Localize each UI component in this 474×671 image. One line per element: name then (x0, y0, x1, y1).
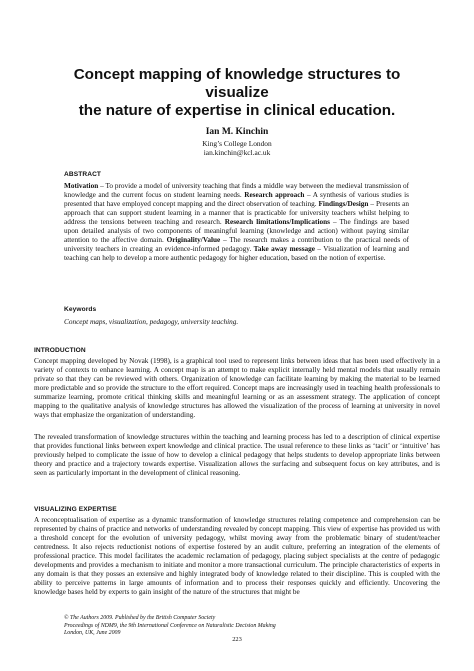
approach-label: Research approach (244, 191, 305, 199)
affiliation-line: King’s College London (202, 139, 272, 148)
motivation-text: – To provide a model of university teaching that finds a middle way between the medieval transmission of knowledge and the current focus on student learning needs. (64, 182, 409, 199)
title-line-1: Concept mapping of knowledge structures to visualize (73, 66, 401, 101)
introduction-paragraph-1: Concept mapping developed by Novak (1998), is a graphical tool used to represent links between ideas that has been used effectively in a variety of contexts to enhance learning. A concept map is an attempt to make explicit internally held mental models that usually remain private so that they can be reviewed with others. Organization of knowledge can facilitate learning by making the material to be learned more predictable and so provide the structure to the effort required. Concept maps are increasingly used in teaching health professionals to summarize learning, promote critical thinking skills and meaningful learning or as an assessment strategy. The application of concept mapping to the qualitative analysis of knowledge structures has allowed the visualization of the process of learning at university in novel ways that emphasize the organization of understanding. (34, 357, 440, 419)
abstract-heading: ABSTRACT (64, 171, 102, 178)
title-line-2: the nature of expertise in clinical education. (78, 102, 396, 119)
visualizing-heading: VISUALIZING EXPERTISE (34, 506, 117, 513)
findings-label: Findings/Design (318, 200, 369, 208)
approach-text: – A synthesis of various studies is presented that have employed concept mapping and the direct observation of teaching. (64, 191, 410, 208)
takeaway-label: Take away message (253, 245, 315, 253)
limitations-text: – The findings are based upon detailed analysis of two components of meaningful learning (knowledge and action) without paying similar attention to the affective domain. (64, 218, 409, 244)
limitations-label: Research limitations/Implications (224, 218, 330, 226)
footer-proceedings: Proceedings of NDM9, the 9th International Conference on Naturalistic Decision Making (64, 622, 276, 629)
paper-title (40, 66, 434, 120)
takeaway-text: – Visualization of learning and teaching can help to develop a more authentic pedagogy for higher education, based on the notion of expertise. (64, 245, 409, 262)
page-number: 223 (232, 636, 242, 643)
findings-text: – Presents an approach that can support student learning in a manner that is practicable for university teachers whilst helping to address the tensions between teaching and research. (64, 200, 409, 226)
introduction-heading: INTRODUCTION (34, 347, 86, 354)
originality-text: – The research makes a contribution to the practical needs of university teachers in creating an evidence-informed pedagogy. (64, 236, 409, 253)
keywords-text: Concept maps, visualization, pedagogy, university teaching. (64, 318, 239, 326)
footer-location: London, UK, June 2009 (64, 630, 121, 637)
introduction-paragraph-2: The revealed transformation of knowledge structures within the teaching and learning process has led to a description of clinical expertise that provides functional links between expert knowledge and clinical practice. The usual reference to these links as ‘tacit’ or ‘intuitive’ has previously helped to complicate the issue of how to develop a clinical pedagogy that helps students to develop appropriate links between theory and practice and a trajectory towards expertise. Visualization allows the surfacing and subsequent focus on key attributes, and is seen as particularly important in the development of clinical reasoning. (34, 433, 440, 477)
keywords-heading: Keywords (64, 306, 97, 313)
author-name: Ian M. Kinchin (205, 127, 269, 137)
author-affiliation (40, 139, 434, 157)
footer-copyright: © The Authors 2009. Published by the British Computer Society (64, 615, 216, 621)
visualizing-paragraph-1: A reconceptualisation of expertise as a dynamic transformation of knowledge structures relating competence and comprehension can be represented by chains of practice and networks of understanding revealed by concept mapping. This view of expertise has provided us with a threshold concept for the evolution of university pedagogy, whilst moving away from the problematic binary of student/teacher centredness. It also rejects reductionist notions of expertise fostered by an audit culture, preferring an integration of the elements of professional practice. This model facilitates the academic reclamation of pedagogy, placing subject specialists at the centre of pedagogic developments and provides a mechanism to initiate and monitor a more transactional curriculum. The principle characteristics of experts in any domain is that they posses an extensive and highly integrated body of knowledge related to their discipline. This is coupled with the ability to perceive patterns in large amounts of information and to process their responses quickly and efficiently. Uncovering the knowledge bases held by experts to gain insight of the nature of the structures that might be (34, 516, 440, 596)
publication-footer (64, 615, 276, 638)
abstract-body (64, 182, 409, 263)
author-email: ian.kinchin@kcl.ac.uk (203, 148, 271, 157)
originality-label: Originality/Value (166, 236, 221, 244)
motivation-label: Motivation (64, 182, 99, 190)
